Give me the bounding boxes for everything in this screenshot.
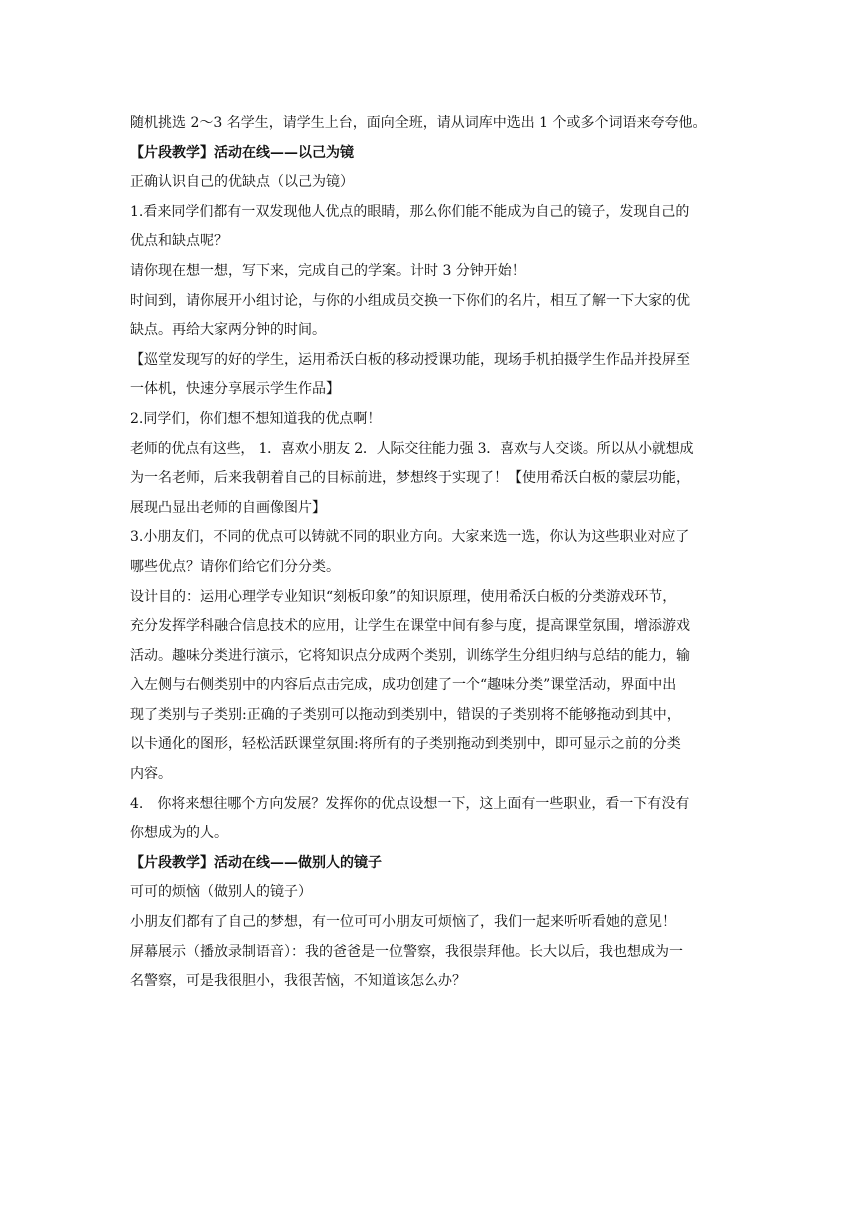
text-line: 展现凸显出老师的自画像图片】 [130,499,326,516]
text-line: 2.同学们，你们想不想知道我的优点啊！ [130,410,382,427]
text-line: 小朋友们都有了自己的梦想，有一位可可小朋友可烦恼了，我们一起来听听看她的意见！ [130,914,676,931]
text-line: 名警察，可是我很胆小，我很苦恼，不知道该怎么办？ [130,973,466,990]
section-heading: 【片段教学】活动在线——做别人的镜子 [130,854,382,871]
text-line: 【巡堂发现写的好的学生，运用希沃白板的移动授课功能，现场手机拍摄学生作品并投屏至 [130,351,690,368]
text-line: 你想成为的人。 [130,825,228,842]
text-line: 活动。趣味分类进行演示，它将知识点分成两个类别，训练学生分组归纳与总结的能力，输 [130,647,690,664]
text-line: 时间到，请你展开小组讨论，与你的小组成员交换一下你们的名片，相互了解一下大家的优 [130,292,690,309]
text-line: 屏幕展示（播放录制语音）：我的爸爸是一位警察，我很崇拜他。长大以后，我也想成为一 [130,943,683,960]
text-line: 3.小朋友们，不同的优点可以铸就不同的职业方向。大家来选一选，你认为这些职业对应了 [130,529,690,546]
text-line: 随机挑选 2～3 名学生，请学生上台，面向全班，请从词库中选出 1 个或多个词语来夸夸他。 [130,115,707,131]
text-line: 一体机，快速分享展示学生作品】 [130,381,340,398]
text-line: 请你现在想一想，写下来，完成自己的学案。计时 3 分钟开始！ [130,262,526,279]
text-line: 设计目的：运用心理学专业知识“刻板印象”的知识原理，使用希沃白板的分类游戏环节， [130,588,677,605]
text-line: 优点和缺点呢？ [130,233,228,250]
text-line: 内容。 [130,766,172,783]
text-line: 4. 你将来想往哪个方向发展？发挥你的优点设想一下，这上面有一些职业，看一下有没有 [130,795,690,812]
text-line: 1.看来同学们都有一双发现他人优点的眼睛，那么你们能不能成为自己的镜子，发现自己的 [130,203,690,220]
text-line: 缺点。再给大家两分钟的时间。 [130,322,326,339]
text-line: 老师的优点有这些， 1．喜欢小朋友 2．人际交往能力强 3．喜欢与人交谈。所以从小就想成 [130,440,694,457]
document-body [130,109,730,997]
subheading: 可可的烦恼（做别人的镜子） [130,884,312,901]
text-line: 现了类别与子类别:正确的子类别可以拖动到类别中，错误的子类别将不能够拖动到其中， [130,706,681,723]
section-heading: 【片段教学】活动在线——以己为镜 [130,144,354,161]
text-line: 为一名老师，后来我朝着自己的目标前进，梦想终于实现了！【使用希沃白板的蒙层功能， [130,470,690,487]
text-line: 入左侧与右侧类别中的内容后点击完成，成功创建了一个“趣味分类”课堂活动，界面中出 [130,677,677,694]
text-line: 充分发挥学科融合信息技术的应用，让学生在课堂中间有参与度，提高课堂氛围，增添游戏 [130,618,690,635]
text-line: 哪些优点？请你们给它们分分类。 [130,558,340,575]
text-line: 以卡通化的图形，轻松活跃课堂氛围:将所有的子类别拖动到类别中，即可显示之前的分类 [130,736,681,753]
subheading: 正确认识自己的优缺点（以己为镜） [130,174,354,191]
